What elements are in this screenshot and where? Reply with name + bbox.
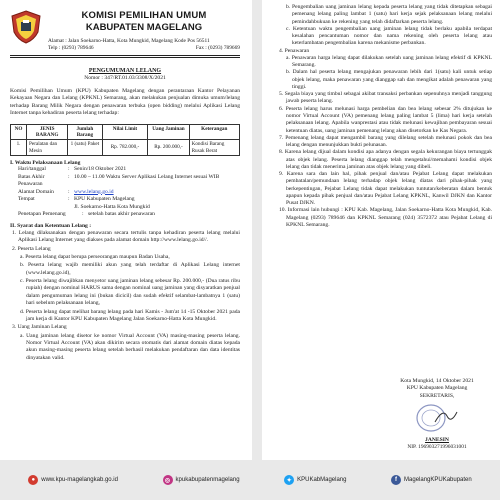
col-limit: Nilai Limit xyxy=(102,124,148,139)
list-item: 10. Informasi lain hubungi : KPU Kab. Magelang, Jalan Soekarno-Hatta Kota Mungkid, Kab. Magelang (0293) 789646 dan KPKNL Semarang (024) 3572372 atau Pejabat Lelang di KPKNL Semarang. xyxy=(279,207,492,228)
col-jenis: JENIS BARANG xyxy=(27,124,68,139)
kpu-logo-icon xyxy=(10,10,42,44)
kv-value: KPU Kabupaten Magelang xyxy=(74,196,135,203)
table-cell: 1. xyxy=(11,140,27,156)
sign-name: JANESIN xyxy=(425,437,449,444)
org-address: Alamat : Jalan Soekarno-Hatta, Kota Mungkid, Magelang Kode Pos 56511 xyxy=(48,38,210,44)
org-fax: Fax : (0293) 789669 xyxy=(195,45,240,52)
list-item: a. Penawaran harga lelang dapat dilakukan setelah uang jaminan lelang efektif di KPKNL Semarang. xyxy=(286,54,492,69)
section-1-title: I. Waktu Pelaksanaan Lelang xyxy=(10,160,81,166)
kv-key: Batas Akhir Penawaran xyxy=(18,173,45,188)
document-page-right xyxy=(262,0,500,460)
footer-ig-label: kpukabupatenmagelang xyxy=(175,477,240,483)
auction-table xyxy=(10,124,240,156)
list-item: b. Dalam hal peserta lelang mengajukan penawaran lebih dari 1(satu) kali untuk setiap objek lelang, maka penawaran yang dianggap sah dan mengikat adalah penawaran yang tinggi. xyxy=(286,69,492,90)
divider xyxy=(10,57,240,58)
col-keterangan: Keterangan xyxy=(189,124,239,139)
table-cell: Rp. 782.000,- xyxy=(102,140,148,156)
list-item: 4. Penawaran xyxy=(279,47,310,54)
footer-instagram[interactable] xyxy=(163,475,240,485)
sign-role: KPU Kabupaten Magelang xyxy=(406,385,468,392)
table-cell: 1 (satu) Paket xyxy=(68,140,102,156)
instagram-icon: ◎ xyxy=(163,475,173,485)
section-2-title: II. Syarat dan Ketentuan Lelang : xyxy=(10,222,92,229)
footer-web[interactable] xyxy=(28,475,118,485)
kv-value: Senin/18 Oktober 2021 xyxy=(74,166,127,172)
list-item: 9. Karena sara dan lain hal, pihak penjual dan/atau Pejabat Lelang dapat melakukan pembatalan/pemundaan lelang terhadap objek lelang diatas dari pihak-pihak yang berkepentingan, Pejabat Lelang tidak dapat melakukan tuntutan/keberatan dalam bentuk apapun kepada pihak penjual dan/atau Pejabat Lelang KPKNL, Kanwil DJKN dan Kantor Pusat DJKN. xyxy=(279,171,492,207)
facebook-icon: f xyxy=(391,475,401,485)
document-title: PENGUMUMAN LELANG xyxy=(88,68,162,75)
sign-place-date: Kota Mungkid, 14 Oktober 2021 xyxy=(400,378,474,384)
table-row xyxy=(11,140,240,156)
footer-tw-label: KPUKabMagelang xyxy=(297,477,347,483)
list-item: 2. Peserta Lelang xyxy=(12,245,51,252)
intro-paragraph: Komisi Pemilihan Umum (KPU) Kabupaten Magelang dengan perantaraan Kantor Pelayanan Kekayaan Negara dan Lelang (KPKNL) Semarang, akan melakukan penjualan dimuka umum/lelang terhadap Barang Milik Negara dengan penawaran terbuka (open bidding) melalui Aplikasi Lelang Internet tanpa kehadiran peserta lelang terhadap: xyxy=(10,88,240,117)
kv-key: Tempat xyxy=(18,196,35,203)
kv-row: Alamat Domain : www.lelang.go.id xyxy=(10,189,240,197)
kv-key: Alamat Domain xyxy=(18,188,54,195)
official-stamp-icon xyxy=(413,402,461,434)
table-cell: Peralatan dan Mesin xyxy=(27,140,68,156)
kv-value: Jl. Soekarno-Hatta Kota Mungkid xyxy=(74,203,150,210)
list-item: b. Pengembalian uang jaminan lelang kepada peserta lelang yang tidak ditetapkan sebagai pemenang lelang paling lambat 1 (satu) hari kerja sejak pelaksanaan lelang melalui pemindahbukuan ke rekening yang telah didaftarkan peserta lelang. xyxy=(286,4,492,25)
list-item: a. Uang jaminan lelang disetor ke nomor Virtual Account (VA) masing-masing peserta lelang. Nomor Virtual Account (VA) akan dikirim secara otomatis dari alamat domain diatas kepada akun masing-masing peserta lelang setelah berhasil melakukan pendaftaran dan data identitas dinyatakan valid. xyxy=(20,332,240,361)
org-subtitle: KABUPATEN MAGELANG xyxy=(85,22,203,33)
footer-twitter[interactable] xyxy=(284,475,346,485)
footer-fb-label: MagelangKPUKabupaten xyxy=(404,477,472,483)
divider xyxy=(10,55,240,56)
signature-block xyxy=(382,378,492,451)
footer-facebook[interactable] xyxy=(391,475,472,485)
list-item: 5. Segala biaya yang timbul sebagai akibat transaksi perbankan sepenuhnya menjadi tanggung jawab peserta lelang. xyxy=(279,91,492,105)
list-item: d. Peserta lelang dapat melihat barang lelang pada hari Kamis - Jum'at 14 -15 Oktober 2021 pada jam kerja di Kantor KPU Kabupaten Magelang Jalan Soekarno-Hatta Kota Mungkid. xyxy=(20,308,240,322)
sign-role-2: SEKRETARIS, xyxy=(419,392,455,399)
sign-nip: NIP. 196903271996031001 xyxy=(407,444,467,451)
document-page-left xyxy=(0,0,252,460)
list-item: c. Peserta lelang diwajibkan menyetor uang jaminan lelang sebesar Rp. 200.000,- (Dua ratus ribu rupiah) dengan nominal HARUS sama dengan nominal uang jaminan yang disyaratkan penjual dalam pengumuman lelang ini (bukan dicicil) dan sudah efektif selambat-lambatnya 1 (satu) hari sebelum pelaksanaan lelang, xyxy=(20,278,240,307)
table-cell: Kondisi Barang Rusak Berat xyxy=(189,140,239,156)
col-jumlah: Jumlah Barang xyxy=(68,124,102,139)
org-telp: Telp : (0293) 789646 xyxy=(48,45,94,52)
footer-web-label: www.kpu-magelangkab.go.id xyxy=(41,477,118,483)
twitter-icon: ✦ xyxy=(284,475,294,485)
list-item: 6. Peserta lelang harus melunasi harga pembelian dan bea lelang sebesar 2% ditujukan ke nomor Virtual Account (VA) pemenang lelang paling lambat 5 (lima) hari kerja setelah pelaksanaan lelang. Apabila wanprestasi atau tidak melunasi kewajiban pembayaran sesuai ketentuan diatas, uang jaminan pemenang lelang akan disetorkan ke Kas Negara. xyxy=(279,105,492,134)
kv-row xyxy=(10,204,240,212)
globe-icon: ● xyxy=(28,475,38,485)
kv-key: Hari/tanggal xyxy=(18,166,46,172)
document-number: Nomor : 347/RT.01.03/3308/X/2021 xyxy=(84,75,166,82)
col-jaminan: Uang Jaminan xyxy=(148,124,189,139)
list-item: a. Peserta lelang dapat berupa perseorangan maupun Badan Usaha, xyxy=(20,253,170,260)
kv-row: Batas Akhir Penawaran : 10.00 – 11.00 Waktu Server Aplikasi Lelang Internet sesuai WIB xyxy=(10,174,240,189)
letterhead xyxy=(10,10,240,52)
kv-key: Penetapan Pemenang xyxy=(18,211,66,218)
col-no: NO xyxy=(11,124,27,139)
table-header-row xyxy=(11,124,240,139)
list-item: b. Peserta lelang wajib memiliki akun yang telah terdaftar di Aplikasi Lelang internet (www.lelang.go.id), xyxy=(20,262,240,276)
kv-value: 10.00 – 11.00 Waktu Server Aplikasi Lelang Internet sesuai WIB xyxy=(74,173,220,180)
list-item: 3. Uang Jaminan Lelang xyxy=(12,324,67,331)
list-item: c. Ketentuan waktu pengembalian uang jaminan lelang tidak berlaku apabila terdapat kesalahan pencantuman nomor dan nama rekening oleh peserta lelang atau keterlambatan pengembalian karena mekanisme perbankan. xyxy=(286,25,492,47)
kv-row: Penetapan Pemenang : setelah batas akhir penawaran xyxy=(10,211,240,219)
kv-row: Hari/tanggal : Senin/18 Oktober 2021 xyxy=(10,166,240,174)
kv-key xyxy=(10,204,68,212)
list-item: 8. Karena lelang dijual dalam kondisi apa adanya dengan segala kekurangan biaya tertunggak atas objek lelang. Peserta lelang dianggap telah mengetahui/memahami kondisi objek lelang dan tidak menerima jaminan atas objek lelang yang dibeli. xyxy=(279,149,492,170)
org-title: KOMISI PEMILIHAN UMUM xyxy=(81,10,207,21)
list-item: 1. Lelang dilaksanakan dengan penawaran secara tertulis tanpa kehadiran peserta lelang melalui Aplikasi Lelang Internet yang diakses pada alamat domain http://www.lelang.go.id//. xyxy=(12,229,240,244)
kv-row: Tempat : KPU Kabupaten Magelang xyxy=(10,196,240,204)
domain-link[interactable]: www.lelang.go.id xyxy=(74,188,114,195)
kv-value: setelah batas akhir penawaran xyxy=(88,211,155,218)
list-item: 7. Pemenang lelang dapat mengambil barang yang dilelang setelah melunasi pokok dan bea lelang dengan menunjukkan bukti pelunasan. xyxy=(279,134,492,149)
table-cell: Rp. 200.000,- xyxy=(148,140,189,156)
social-footer xyxy=(0,460,500,500)
